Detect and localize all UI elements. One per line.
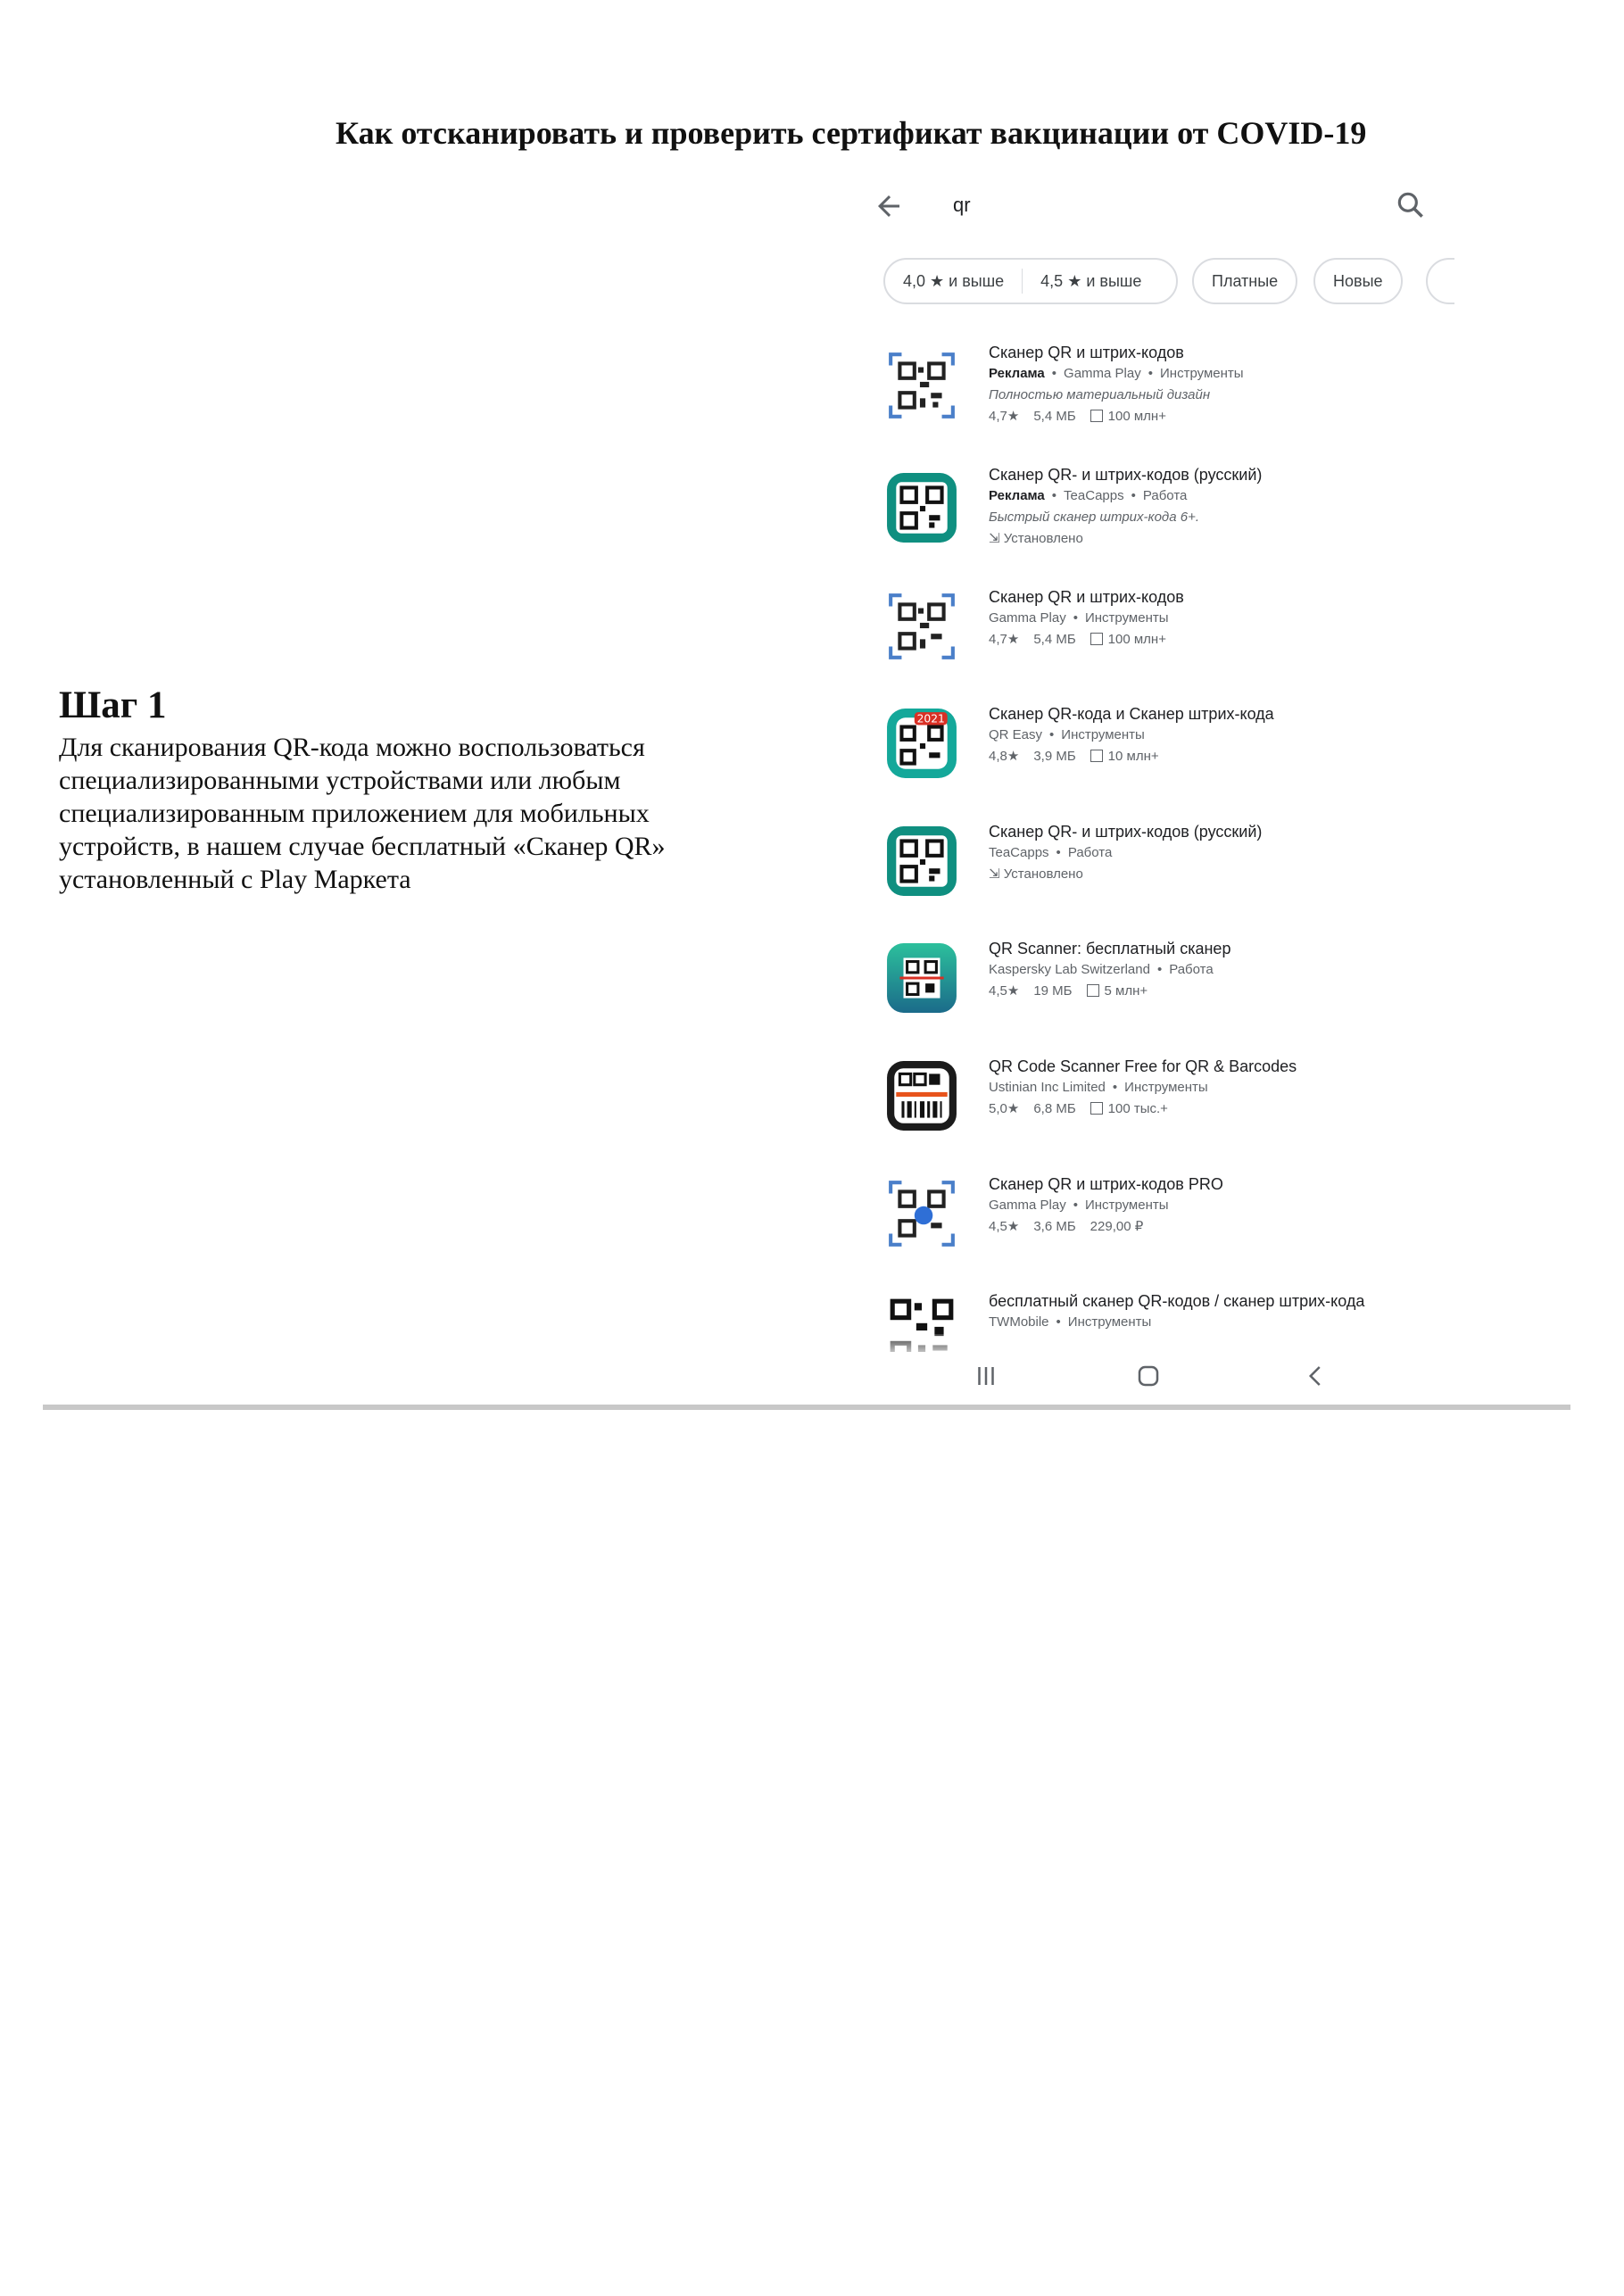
qr-code-icon (885, 1177, 958, 1250)
system-nav-bar (848, 1352, 1454, 1404)
list-item[interactable] (848, 703, 1454, 810)
app-stats (989, 864, 1453, 885)
app-size: 5,4 МБ (1033, 409, 1076, 424)
installed-label: Установлено (1003, 531, 1083, 546)
qr-code-icon (885, 825, 958, 898)
list-item[interactable] (848, 1056, 1454, 1163)
app-rating: 4,8★ (989, 749, 1020, 764)
app-category: Инструменты (1067, 1314, 1152, 1330)
list-item[interactable] (848, 586, 1454, 693)
app-category: Работа (1142, 488, 1188, 503)
app-name: QR Scanner: бесплатный сканер (989, 940, 1231, 957)
app-category: Инструменты (1061, 727, 1145, 742)
download-icon (1090, 750, 1103, 762)
app-text (989, 342, 1453, 427)
app-category: Инструменты (1084, 610, 1169, 626)
qr-code-icon (885, 707, 958, 780)
app-downloads: 5 млн+ (1104, 983, 1148, 999)
chip-paid[interactable]: Платные (1192, 258, 1297, 304)
app-stats (989, 1216, 1453, 1238)
list-item[interactable] (848, 1173, 1454, 1281)
qr-code-icon (885, 590, 958, 663)
qr-code-icon (885, 471, 958, 544)
app-rating: 4,5★ (989, 983, 1020, 999)
list-item[interactable] (848, 821, 1454, 928)
rating-chip-group (883, 258, 1178, 304)
app-meta: Реклама • Gamma Play • Инструменты (989, 366, 1244, 381)
step-block (59, 683, 737, 896)
app-meta: Реклама • TeaCapps • Работа (989, 488, 1188, 503)
app-name: Сканер QR-кода и Сканер штрих-кода (989, 705, 1274, 723)
app-name: Сканер QR- и штрих-кодов (русский) (989, 823, 1263, 841)
app-meta: Ustinian Inc Limited • Инструменты (989, 1080, 1208, 1095)
app-category: Инструменты (1084, 1198, 1169, 1213)
app-stats (989, 629, 1453, 651)
app-stats (989, 746, 1453, 767)
app-rating: 4,7★ (989, 409, 1020, 424)
app-rating: 5,0★ (989, 1101, 1020, 1116)
home-icon[interactable] (1135, 1363, 1162, 1389)
app-developer: Gamma Play (1064, 366, 1141, 381)
app-downloads: 100 млн+ (1107, 409, 1166, 424)
qr-code-icon (885, 349, 958, 422)
filter-chips (883, 258, 1454, 308)
app-text (989, 586, 1453, 651)
chip-new[interactable]: Новые (1313, 258, 1403, 304)
app-stats (989, 1098, 1453, 1120)
app-meta: TWMobile • Инструменты (989, 1314, 1152, 1330)
app-text (989, 1173, 1453, 1238)
search-icon[interactable] (1394, 188, 1428, 222)
search-bar (848, 174, 1454, 238)
app-downloads: 100 тыс.+ (1107, 1101, 1168, 1116)
installed-icon: ⇲ (989, 531, 1004, 546)
download-icon (1090, 633, 1103, 645)
installed-label: Установлено (1003, 866, 1083, 882)
app-stats (989, 981, 1453, 1002)
list-item[interactable] (848, 464, 1454, 571)
app-developer: TeaCapps (989, 845, 1049, 860)
app-description: Полностью материальный дизайн (989, 387, 1211, 402)
app-name: Сканер QR и штрих-кодов (989, 588, 1184, 606)
step-description: Для сканирования QR-кода можно воспользоваться специализированными устройствами или любым специализированным приложением для мобильных устройств, в нашем случае бесплатный «Сканер QR» установленный с Play Маркета (59, 733, 666, 894)
download-icon (1090, 410, 1103, 422)
search-query[interactable]: qr (953, 194, 971, 216)
app-size: 3,9 МБ (1033, 749, 1076, 764)
app-size: 5,4 МБ (1033, 632, 1076, 647)
app-name: QR Code Scanner Free for QR & Barcodes (989, 1057, 1297, 1075)
app-developer: Gamma Play (989, 610, 1066, 626)
app-meta: TeaCapps • Работа (989, 845, 1113, 860)
app-text (989, 1056, 1453, 1120)
app-category: Работа (1067, 845, 1113, 860)
app-text (989, 821, 1453, 885)
chip-rating-45[interactable]: 4,5 ★ и выше (1040, 271, 1142, 290)
chip-rating-40[interactable]: 4,0 ★ и выше (903, 271, 1005, 290)
app-meta: QR Easy • Инструменты (989, 727, 1145, 742)
app-price: 229,00 ₽ (1090, 1219, 1144, 1234)
download-icon (1087, 984, 1099, 997)
nav-back-icon[interactable] (1303, 1363, 1330, 1389)
app-developer: Gamma Play (989, 1198, 1066, 1213)
app-category: Инструменты (1124, 1080, 1208, 1095)
list-item[interactable] (848, 342, 1454, 449)
app-description: Быстрый сканер штрих-кода 6+. (989, 510, 1200, 525)
document-title: Как отсканировать и проверить сертификат вакцинации от COVID-19 (336, 115, 1367, 151)
chip-more[interactable] (1426, 258, 1454, 304)
app-stats (989, 406, 1453, 427)
ad-label: Реклама (989, 366, 1045, 381)
play-store-screenshot (848, 174, 1454, 1404)
app-rating: 4,7★ (989, 632, 1020, 647)
app-developer: TWMobile (989, 1314, 1049, 1330)
app-developer: Kaspersky Lab Switzerland (989, 962, 1150, 977)
app-name: Сканер QR и штрих-кодов (989, 344, 1184, 361)
app-developer: TeaCapps (1064, 488, 1124, 503)
barcode-icon (885, 1059, 958, 1132)
app-name: Сканер QR и штрих-кодов PRO (989, 1175, 1223, 1193)
app-text (989, 1290, 1453, 1333)
app-name: Сканер QR- и штрих-кодов (русский) (989, 466, 1263, 484)
year-badge: 2021 (916, 712, 945, 725)
app-text (989, 938, 1453, 1002)
app-text (989, 464, 1453, 550)
page-divider (43, 1405, 1570, 1410)
list-item[interactable] (848, 938, 1454, 1045)
app-size: 6,8 МБ (1033, 1101, 1076, 1116)
installed-icon: ⇲ (989, 866, 1004, 882)
app-size: 19 МБ (1033, 983, 1073, 999)
step-title: Шаг 1 (59, 684, 167, 726)
app-category: Работа (1169, 962, 1214, 977)
app-rating: 4,5★ (989, 1219, 1020, 1234)
app-meta: Gamma Play • Инструменты (989, 610, 1169, 626)
app-developer: Ustinian Inc Limited (989, 1080, 1106, 1095)
recents-icon[interactable] (973, 1363, 999, 1389)
app-meta: Kaspersky Lab Switzerland • Работа (989, 962, 1214, 977)
app-name: бесплатный сканер QR-кодов / сканер штрих-кода (989, 1292, 1365, 1310)
app-size: 3,6 МБ (1033, 1219, 1076, 1234)
app-downloads: 100 млн+ (1107, 632, 1166, 647)
arrow-back-icon[interactable] (873, 190, 905, 222)
app-text (989, 703, 1453, 767)
qr-code-icon (885, 941, 958, 1015)
app-developer: QR Easy (989, 727, 1043, 742)
app-meta: Gamma Play • Инструменты (989, 1198, 1169, 1213)
download-icon (1090, 1102, 1103, 1115)
ad-label: Реклама (989, 488, 1045, 503)
app-stats (989, 528, 1453, 550)
app-category: Инструменты (1160, 366, 1244, 381)
app-downloads: 10 млн+ (1107, 749, 1159, 764)
